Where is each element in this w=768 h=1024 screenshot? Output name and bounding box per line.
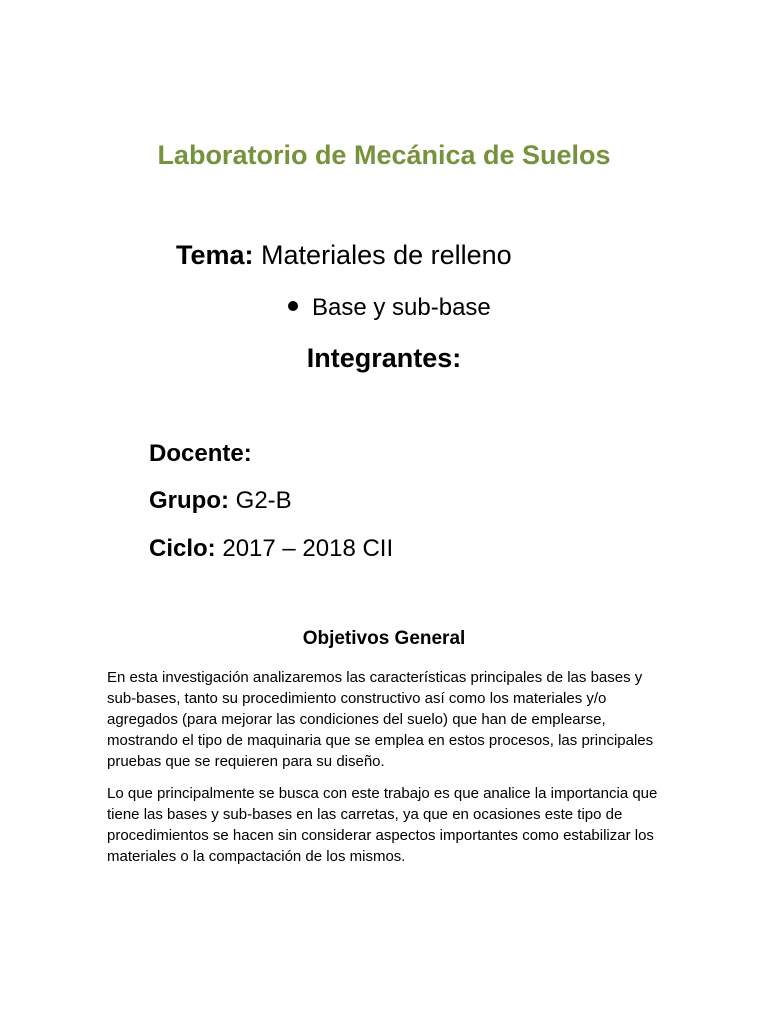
bullet-icon (288, 301, 298, 311)
objetivos-heading: Objetivos General (302, 628, 466, 649)
ciclo-label: Ciclo: (149, 535, 216, 562)
ciclo-value: 2017 – 2018 CII (222, 535, 394, 562)
tema-value: Materiales de relleno (261, 240, 512, 270)
objetivos-paragraph-2: Lo que principalmente se busca con este trabajo es que analice la importancia que tiene las bases y sub-bases en las carretas, ya que en ocasiones este tipo de procedimientos se hacen sin considerar aspectos importantes como estabilizar los materiales o la compactación de los mismos. (107, 785, 658, 865)
document-title: Laboratorio de Mecánica de Suelos (157, 140, 611, 170)
tema-label: Tema: (176, 240, 254, 270)
objetivos-paragraph-1: En esta investigación analizaremos las características principales de las bases y sub-bases, tanto su procedimiento constructivo así como los materiales y/o agregados (para mejorar las condiciones del suelo) que han de emplearse, mostrando el tipo de maquinaria que se emplea en estos procesos, las principales pruebas que se requieren para su diseño. (107, 669, 654, 770)
grupo-line (149, 487, 292, 515)
integrantes-label: Integrantes: (306, 343, 462, 373)
grupo-value: G2-B (235, 487, 292, 514)
docente-line (149, 440, 252, 468)
tema-line (176, 240, 512, 271)
tema-bullet-item (288, 294, 491, 322)
docente-label: Docente: (149, 440, 252, 467)
tema-bullet-text: Base y sub-base (312, 294, 491, 321)
ciclo-line (149, 535, 393, 563)
grupo-label: Grupo: (149, 487, 229, 514)
